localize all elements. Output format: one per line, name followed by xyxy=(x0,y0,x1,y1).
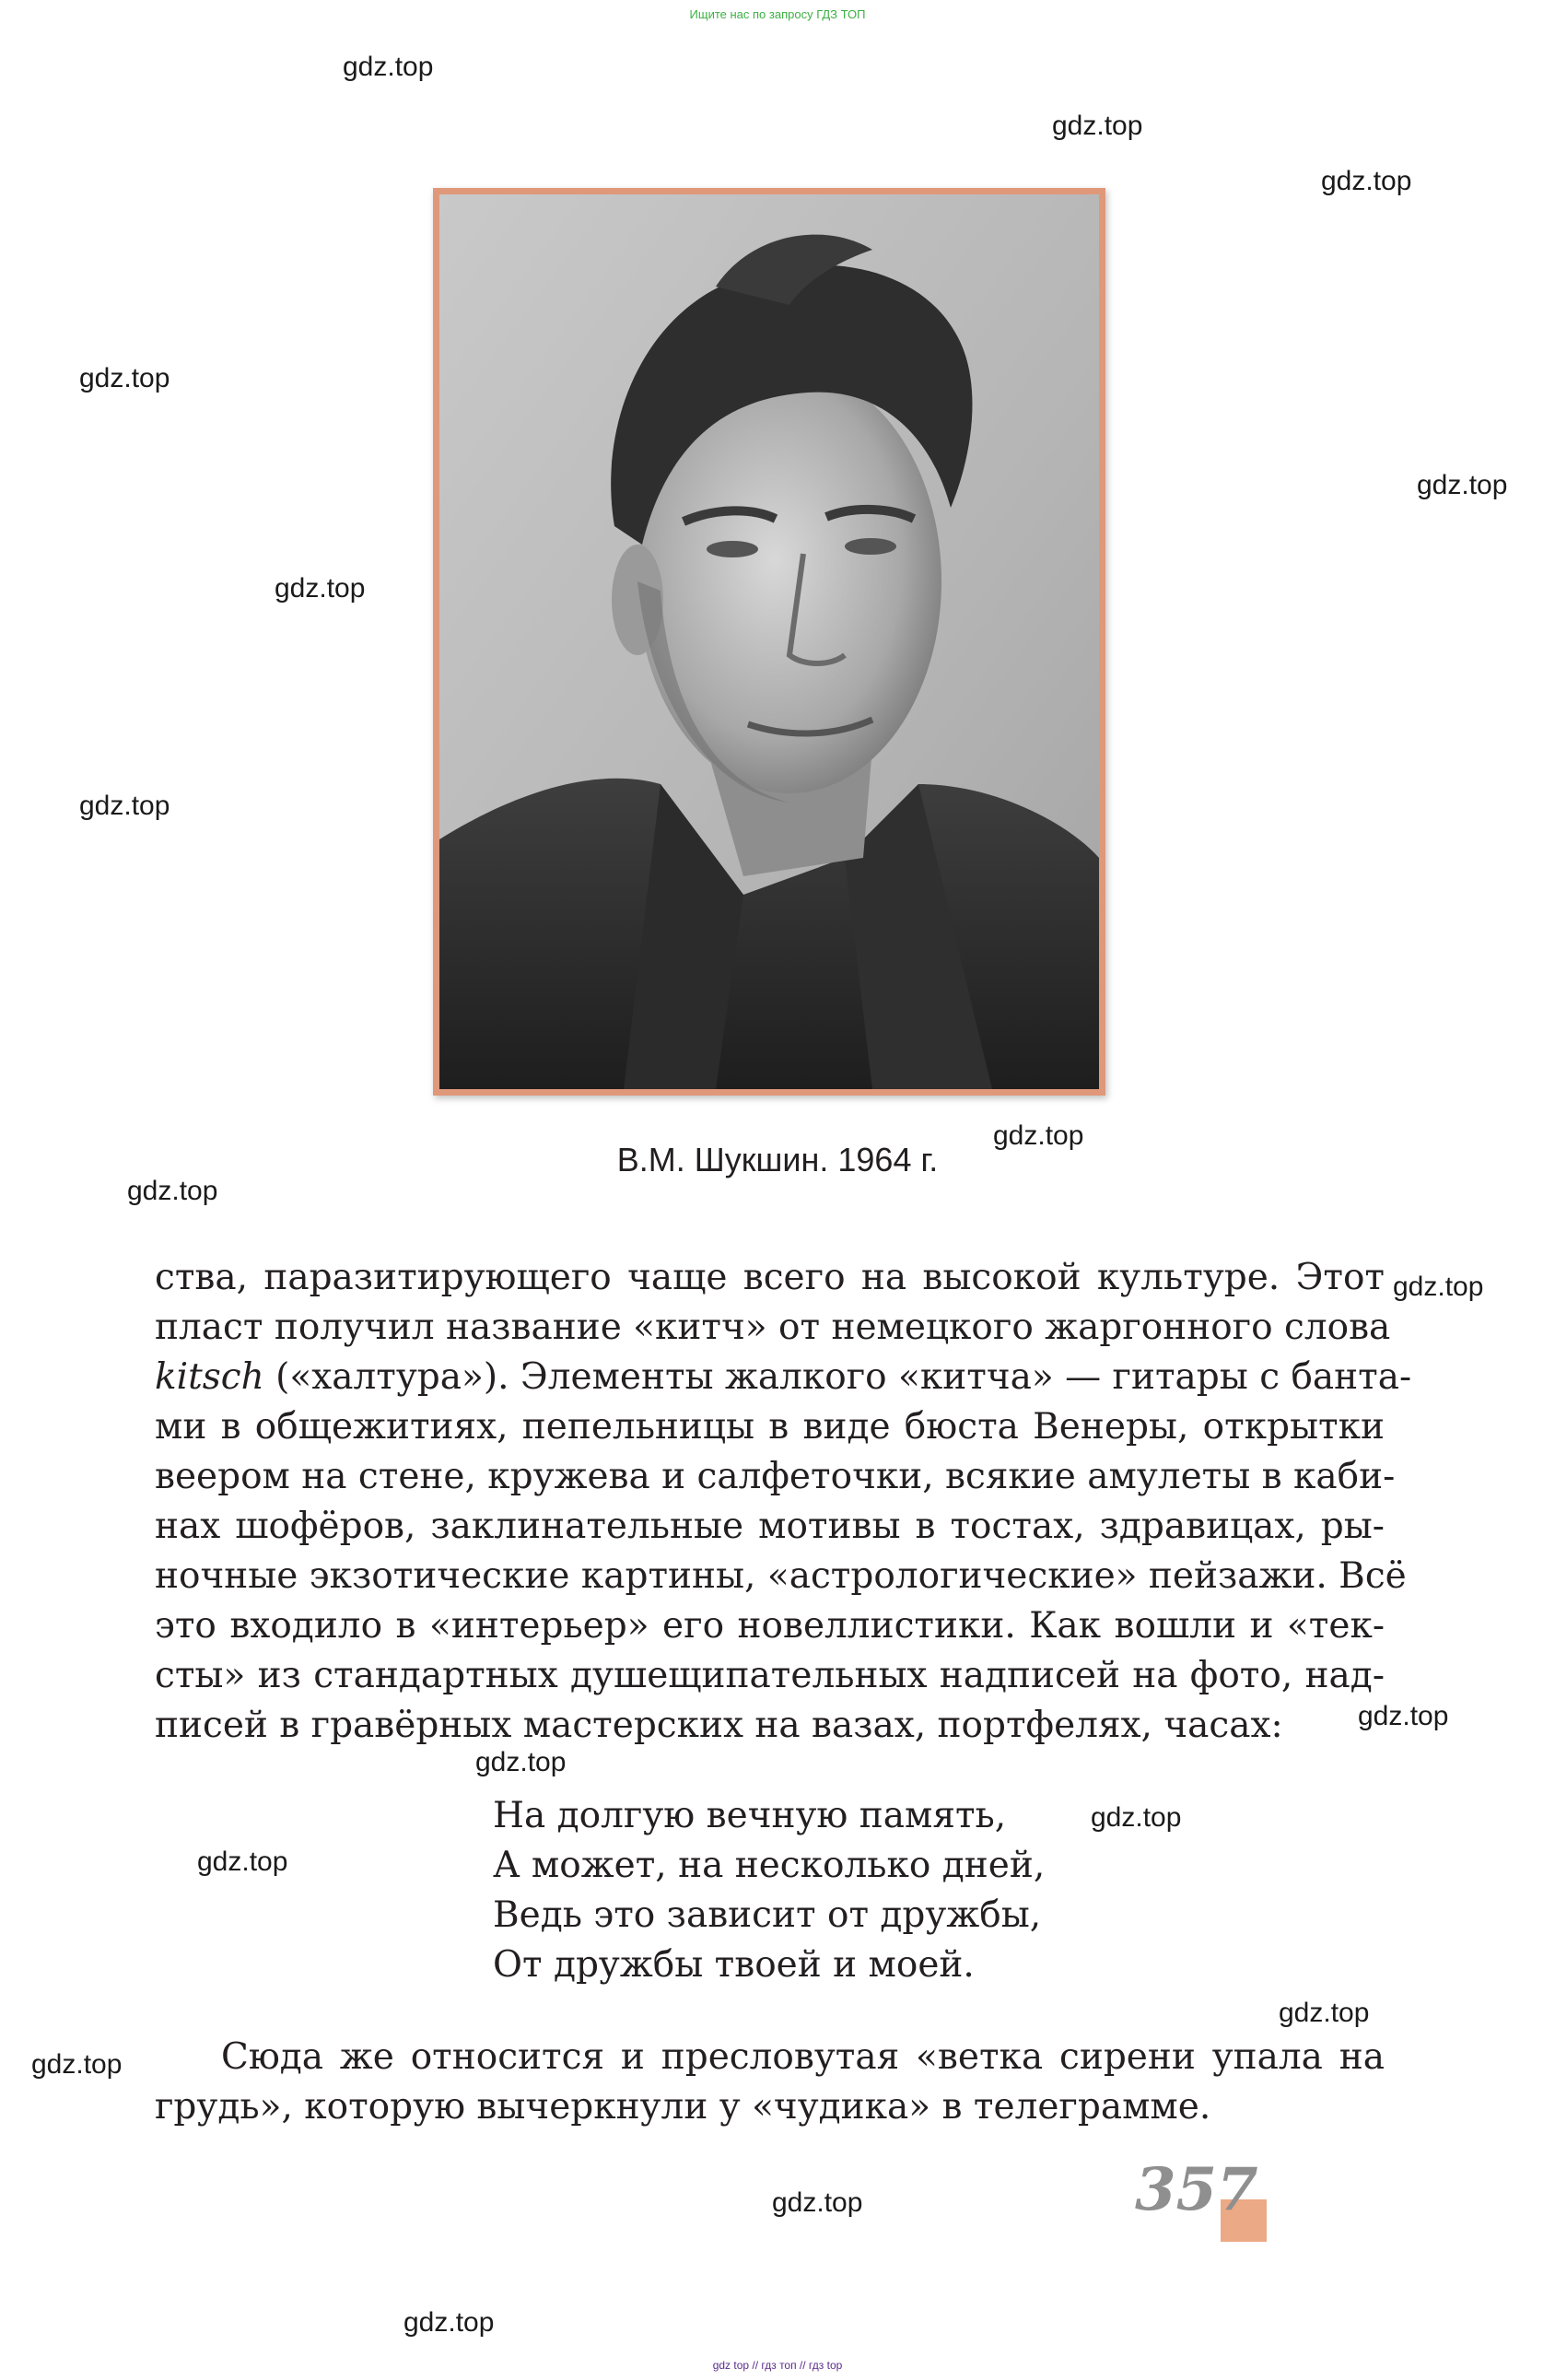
text-line: ми в общежитиях, пепельницы в виде бюста Венеры, открытки xyxy=(155,1406,1385,1448)
poem-line: На долгую вечную память, xyxy=(493,1795,1007,1836)
watermark: gdz.top xyxy=(475,1747,567,1777)
poem-quote xyxy=(493,1791,1045,1990)
text-line: сты» из стандартных душещипательных надписей на фото, над- xyxy=(155,1655,1385,1696)
text-line: это входило в «интерьер» его новеллистики. Как вошли и «тек- xyxy=(155,1605,1385,1647)
watermark: gdz.top xyxy=(1393,1272,1484,1302)
watermark: gdz.top xyxy=(403,2307,495,2338)
photo-caption: В.М. Шукшин. 1964 г. xyxy=(616,1141,939,1178)
watermark: gdz.top xyxy=(1321,166,1412,196)
header-note: Ищите нас по запросу ГДЗ ТОП xyxy=(689,7,866,21)
page-number: 357 xyxy=(1135,2155,1258,2224)
watermark: gdz.top xyxy=(1052,111,1143,141)
watermark: gdz.top xyxy=(79,791,170,821)
watermark: gdz.top xyxy=(1417,470,1508,500)
portrait-photo xyxy=(439,194,1099,1089)
poem-line: От дружбы твоей и моей. xyxy=(493,1944,975,1986)
footer-note: gdz top // гдз топ // гдз top xyxy=(712,2359,843,2372)
watermark: gdz.top xyxy=(127,1176,218,1206)
text-line: нах шофёров, заклинательные мотивы в тостах, здравицах, ры- xyxy=(155,1506,1385,1547)
watermark: gdz.top xyxy=(343,52,434,82)
watermark: gdz.top xyxy=(31,2049,123,2080)
text-line: ночные экзотические картины, «астрологические» пейзажи. Всё xyxy=(155,1555,1407,1597)
closing-paragraph xyxy=(155,2033,1385,2132)
text-line: пласт получил название «китч» от немецкого жаргонного слова xyxy=(155,1307,1391,1348)
text-line: грудь», которую вычеркнули у «чудика» в телеграмме. xyxy=(155,2086,1211,2128)
watermark: gdz.top xyxy=(1279,1998,1370,2028)
text-line: писей в гравёрных мастерских на вазах, портфелях, часах: xyxy=(155,1705,1283,1746)
watermark: gdz.top xyxy=(993,1120,1084,1151)
text-line: kitsch («халтура»). Элементы жалкого «китча» — гитары с банта- xyxy=(155,1356,1412,1398)
watermark: gdz.top xyxy=(772,2187,863,2218)
watermark: gdz.top xyxy=(79,363,170,393)
watermark: gdz.top xyxy=(197,1847,288,1877)
text-line: Сюда же относится и пресловутая «ветка сирени упала на xyxy=(221,2036,1385,2078)
poem-line: Ведь это зависит от дружбы, xyxy=(493,1894,1042,1936)
watermark: gdz.top xyxy=(275,573,366,604)
text-line: веером на стене, кружева и салфеточки, всякие амулеты в каби- xyxy=(155,1456,1396,1497)
watermark: gdz.top xyxy=(1358,1701,1449,1731)
text-line: ства, паразитирующего чаще всего на высокой культуре. Этот xyxy=(155,1257,1385,1298)
poem-line: А может, на несколько дней, xyxy=(493,1845,1046,1886)
watermark: gdz.top xyxy=(1091,1802,1182,1833)
portrait-frame xyxy=(433,188,1105,1096)
